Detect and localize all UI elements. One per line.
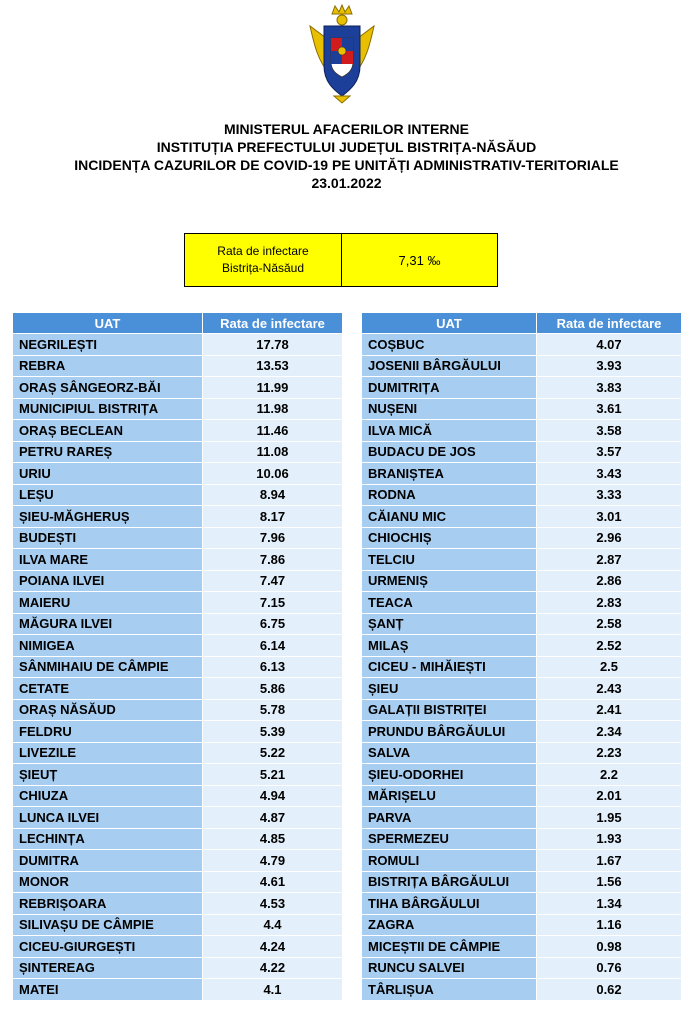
uat-name-cell: CICEU - MIHĂIEȘTI: [362, 656, 537, 678]
table-row: [13, 463, 343, 485]
uat-name-cell: ORAȘ NĂSĂUD: [13, 699, 203, 721]
table-row: [362, 334, 682, 356]
infection-rate-cell: 2.87: [537, 549, 682, 571]
table-row: [362, 764, 682, 786]
infection-rate-cell: 7.86: [203, 549, 343, 571]
county-rate-box: [184, 233, 498, 287]
table-row: [13, 549, 343, 571]
uat-name-cell: ȘINTEREAG: [13, 957, 203, 979]
table-row: [13, 527, 343, 549]
infection-rate-cell: 2.83: [537, 592, 682, 614]
infection-rate-cell: 13.53: [203, 355, 343, 377]
infection-rate-cell: 3.43: [537, 463, 682, 485]
table-row: [362, 506, 682, 528]
uat-name-cell: ȘANȚ: [362, 613, 537, 635]
infection-rate-cell: 1.93: [537, 828, 682, 850]
table-row: [13, 484, 343, 506]
uat-name-cell: BISTRIȚA BÂRGĂULUI: [362, 871, 537, 893]
uat-name-cell: NEGRILEȘTI: [13, 334, 203, 356]
uat-name-cell: ȘIEUȚ: [13, 764, 203, 786]
uat-name-cell: CHIOCHIȘ: [362, 527, 537, 549]
uat-name-cell: ORAȘ SÂNGEORZ-BĂI: [13, 377, 203, 399]
table-row: [362, 420, 682, 442]
infection-rate-cell: 4.53: [203, 893, 343, 915]
table-row: [362, 785, 682, 807]
table-row: [13, 398, 343, 420]
uat-name-cell: DUMITRA: [13, 850, 203, 872]
infection-rate-cell: 11.99: [203, 377, 343, 399]
table-row: [13, 699, 343, 721]
infection-rate-cell: 3.61: [537, 398, 682, 420]
table-row: [13, 613, 343, 635]
infection-rate-cell: 4.07: [537, 334, 682, 356]
uat-name-cell: CICEU-GIURGEȘTI: [13, 936, 203, 958]
infection-rate-cell: 8.94: [203, 484, 343, 506]
county-rate-value: 7,31 ‰: [398, 252, 441, 268]
uat-name-cell: BUDEȘTI: [13, 527, 203, 549]
ministry-title: MINISTERUL AFACERILOR INTERNE: [223, 121, 469, 137]
infection-rate-cell: 0.76: [537, 957, 682, 979]
uat-name-cell: JOSENII BÂRGĂULUI: [362, 355, 537, 377]
table-row: [362, 635, 682, 657]
uat-name-cell: LECHINȚA: [13, 828, 203, 850]
infection-rate-cell: 7.15: [203, 592, 343, 614]
table-row: [13, 936, 343, 958]
table-row: [362, 355, 682, 377]
table-row: [13, 656, 343, 678]
infection-rate-cell: 5.21: [203, 764, 343, 786]
uat-name-cell: MONOR: [13, 871, 203, 893]
table-row: [13, 377, 343, 399]
table-row: [13, 334, 343, 356]
table-row: [362, 721, 682, 743]
uat-name-cell: MATEI: [13, 979, 203, 1001]
table-row: [13, 570, 343, 592]
infection-rate-cell: 17.78: [203, 334, 343, 356]
table-row: [13, 764, 343, 786]
uat-name-cell: SALVA: [362, 742, 537, 764]
infection-rate-cell: 4.61: [203, 871, 343, 893]
infection-rate-cell: 0.98: [537, 936, 682, 958]
infection-rate-cell: 4.87: [203, 807, 343, 829]
table-row: [362, 377, 682, 399]
uat-name-cell: CETATE: [13, 678, 203, 700]
document-header: [0, 120, 693, 192]
uat-name-cell: COȘBUC: [362, 334, 537, 356]
county-rate-label: Rata de infectare Bistrița-Năsăud: [185, 234, 342, 286]
infection-rate-cell: 2.2: [537, 764, 682, 786]
uat-name-cell: SPERMEZEU: [362, 828, 537, 850]
infection-rate-cell: 3.57: [537, 441, 682, 463]
uat-name-cell: PARVA: [362, 807, 537, 829]
table-row: [362, 592, 682, 614]
uat-name-cell: SILIVAȘU DE CÂMPIE: [13, 914, 203, 936]
infection-rate-cell: 6.14: [203, 635, 343, 657]
infection-rate-cell: 1.95: [537, 807, 682, 829]
infection-rate-cell: 1.34: [537, 893, 682, 915]
infection-rate-cell: 4.85: [203, 828, 343, 850]
table-row: [362, 936, 682, 958]
infection-rate-cell: 4.79: [203, 850, 343, 872]
table-row: [13, 785, 343, 807]
infection-rate-cell: 11.08: [203, 441, 343, 463]
uat-name-cell: CĂIANU MIC: [362, 506, 537, 528]
institution-title: INSTITUȚIA PREFECTULUI JUDEȚUL BISTRIȚA-NĂSĂUD: [156, 139, 537, 155]
table-row: [13, 420, 343, 442]
infection-rate-cell: 6.13: [203, 656, 343, 678]
table-row: [362, 914, 682, 936]
infection-rate-cell: 2.43: [537, 678, 682, 700]
uat-name-cell: REBRA: [13, 355, 203, 377]
infection-rate-cell: 11.98: [203, 398, 343, 420]
uat-name-cell: TEACA: [362, 592, 537, 614]
uat-name-cell: BUDACU DE JOS: [362, 441, 537, 463]
table-row: [13, 592, 343, 614]
uat-name-cell: REBRIȘOARA: [13, 893, 203, 915]
left-rates-table: [12, 312, 343, 1001]
table-row: [13, 850, 343, 872]
infection-rate-cell: 11.46: [203, 420, 343, 442]
uat-name-cell: ZAGRA: [362, 914, 537, 936]
table-row: [362, 742, 682, 764]
table-row: [362, 549, 682, 571]
uat-name-cell: GALAȚII BISTRIȚEI: [362, 699, 537, 721]
uat-name-cell: DUMITRIȚA: [362, 377, 537, 399]
uat-name-cell: URIU: [13, 463, 203, 485]
table-row: [362, 850, 682, 872]
infection-rate-cell: 3.83: [537, 377, 682, 399]
infection-rate-cell: 7.96: [203, 527, 343, 549]
table-row: [362, 527, 682, 549]
table-row: [362, 807, 682, 829]
infection-rate-cell: 2.52: [537, 635, 682, 657]
table-row: [13, 914, 343, 936]
infection-rate-cell: 4.4: [203, 914, 343, 936]
infection-rate-cell: 2.23: [537, 742, 682, 764]
table-row: [13, 957, 343, 979]
table-row: [13, 893, 343, 915]
uat-name-cell: ȘIEU-ODORHEI: [362, 764, 537, 786]
infection-rate-cell: 1.67: [537, 850, 682, 872]
uat-name-cell: BRANIȘTEA: [362, 463, 537, 485]
uat-name-cell: TIHA BÂRGĂULUI: [362, 893, 537, 915]
report-date: 23.01.2022: [311, 175, 382, 191]
uat-name-cell: PRUNDU BÂRGĂULUI: [362, 721, 537, 743]
infection-rate-cell: 4.22: [203, 957, 343, 979]
infection-rate-cell: 0.62: [537, 979, 682, 1001]
infection-rate-cell: 1.16: [537, 914, 682, 936]
infection-rate-cell: 3.01: [537, 506, 682, 528]
table-row: [362, 699, 682, 721]
table-row: [13, 678, 343, 700]
infection-rate-cell: 2.58: [537, 613, 682, 635]
table-row: [362, 828, 682, 850]
uat-name-cell: TELCIU: [362, 549, 537, 571]
uat-name-cell: ILVA MARE: [13, 549, 203, 571]
uat-name-cell: ILVA MICĂ: [362, 420, 537, 442]
table-row: [362, 484, 682, 506]
uat-name-cell: MĂGURA ILVEI: [13, 613, 203, 635]
table-row: [362, 979, 682, 1001]
infection-rate-cell: 4.24: [203, 936, 343, 958]
table-row: [362, 463, 682, 485]
uat-name-cell: MICEȘTII DE CÂMPIE: [362, 936, 537, 958]
uat-name-cell: PETRU RAREȘ: [13, 441, 203, 463]
table-row: [362, 656, 682, 678]
infection-rate-cell: 5.39: [203, 721, 343, 743]
infection-rate-cell: 5.22: [203, 742, 343, 764]
table-row: [13, 871, 343, 893]
uat-name-cell: MAIERU: [13, 592, 203, 614]
infection-rate-cell: 3.58: [537, 420, 682, 442]
infection-rate-cell: 8.17: [203, 506, 343, 528]
infection-rate-cell: 3.33: [537, 484, 682, 506]
uat-name-cell: CHIUZA: [13, 785, 203, 807]
infection-rate-cell: 2.41: [537, 699, 682, 721]
report-title: INCIDENȚA CAZURILOR DE COVID-19 PE UNITĂȚI ADMINISTRATIV-TERITORIALE: [74, 157, 619, 173]
infection-rate-cell: 4.1: [203, 979, 343, 1001]
infection-rate-cell: 1.56: [537, 871, 682, 893]
table-row: [13, 441, 343, 463]
infection-rate-cell: 5.78: [203, 699, 343, 721]
infection-rate-cell: 2.01: [537, 785, 682, 807]
uat-name-cell: RODNA: [362, 484, 537, 506]
uat-name-cell: ȘIEU-MĂGHERUȘ: [13, 506, 203, 528]
uat-name-cell: NUȘENI: [362, 398, 537, 420]
uat-name-cell: ORAȘ BECLEAN: [13, 420, 203, 442]
uat-name-cell: POIANA ILVEI: [13, 570, 203, 592]
table-row: [13, 721, 343, 743]
infection-rate-cell: 6.75: [203, 613, 343, 635]
infection-rate-cell: 2.34: [537, 721, 682, 743]
uat-column-header: UAT: [362, 313, 537, 334]
infection-rate-cell: 5.86: [203, 678, 343, 700]
table-row: [13, 506, 343, 528]
uat-name-cell: NIMIGEA: [13, 635, 203, 657]
table-row: [362, 893, 682, 915]
uat-column-header: UAT: [13, 313, 203, 334]
infection-rate-cell: 4.94: [203, 785, 343, 807]
uat-name-cell: MĂRIȘELU: [362, 785, 537, 807]
uat-name-cell: TÂRLIȘUA: [362, 979, 537, 1001]
rate-column-header: Rata de infectare: [203, 313, 343, 334]
uat-name-cell: FELDRU: [13, 721, 203, 743]
uat-name-cell: ROMULI: [362, 850, 537, 872]
uat-name-cell: ȘIEU: [362, 678, 537, 700]
uat-name-cell: LUNCA ILVEI: [13, 807, 203, 829]
infection-rate-cell: 2.96: [537, 527, 682, 549]
table-row: [13, 355, 343, 377]
uat-name-cell: LEȘU: [13, 484, 203, 506]
table-row: [362, 398, 682, 420]
coat-of-arms-icon: [304, 4, 380, 104]
table-row: [362, 957, 682, 979]
uat-name-cell: LIVEZILE: [13, 742, 203, 764]
infection-rate-cell: 2.86: [537, 570, 682, 592]
table-row: [13, 807, 343, 829]
infection-rate-cell: 10.06: [203, 463, 343, 485]
infection-rate-cell: 3.93: [537, 355, 682, 377]
table-row: [13, 742, 343, 764]
infection-rate-cell: 2.5: [537, 656, 682, 678]
table-row: [362, 570, 682, 592]
uat-name-cell: URMENIȘ: [362, 570, 537, 592]
uat-name-cell: MILAȘ: [362, 635, 537, 657]
rate-column-header: Rata de infectare: [537, 313, 682, 334]
table-row: [13, 635, 343, 657]
table-row: [362, 613, 682, 635]
infection-rate-cell: 7.47: [203, 570, 343, 592]
uat-name-cell: RUNCU SALVEI: [362, 957, 537, 979]
table-row: [362, 441, 682, 463]
table-row: [362, 871, 682, 893]
table-row: [13, 979, 343, 1001]
right-rates-table: [361, 312, 682, 1001]
table-row: [13, 828, 343, 850]
table-row: [362, 678, 682, 700]
uat-name-cell: SÂNMIHAIU DE CÂMPIE: [13, 656, 203, 678]
uat-name-cell: MUNICIPIUL BISTRIȚA: [13, 398, 203, 420]
